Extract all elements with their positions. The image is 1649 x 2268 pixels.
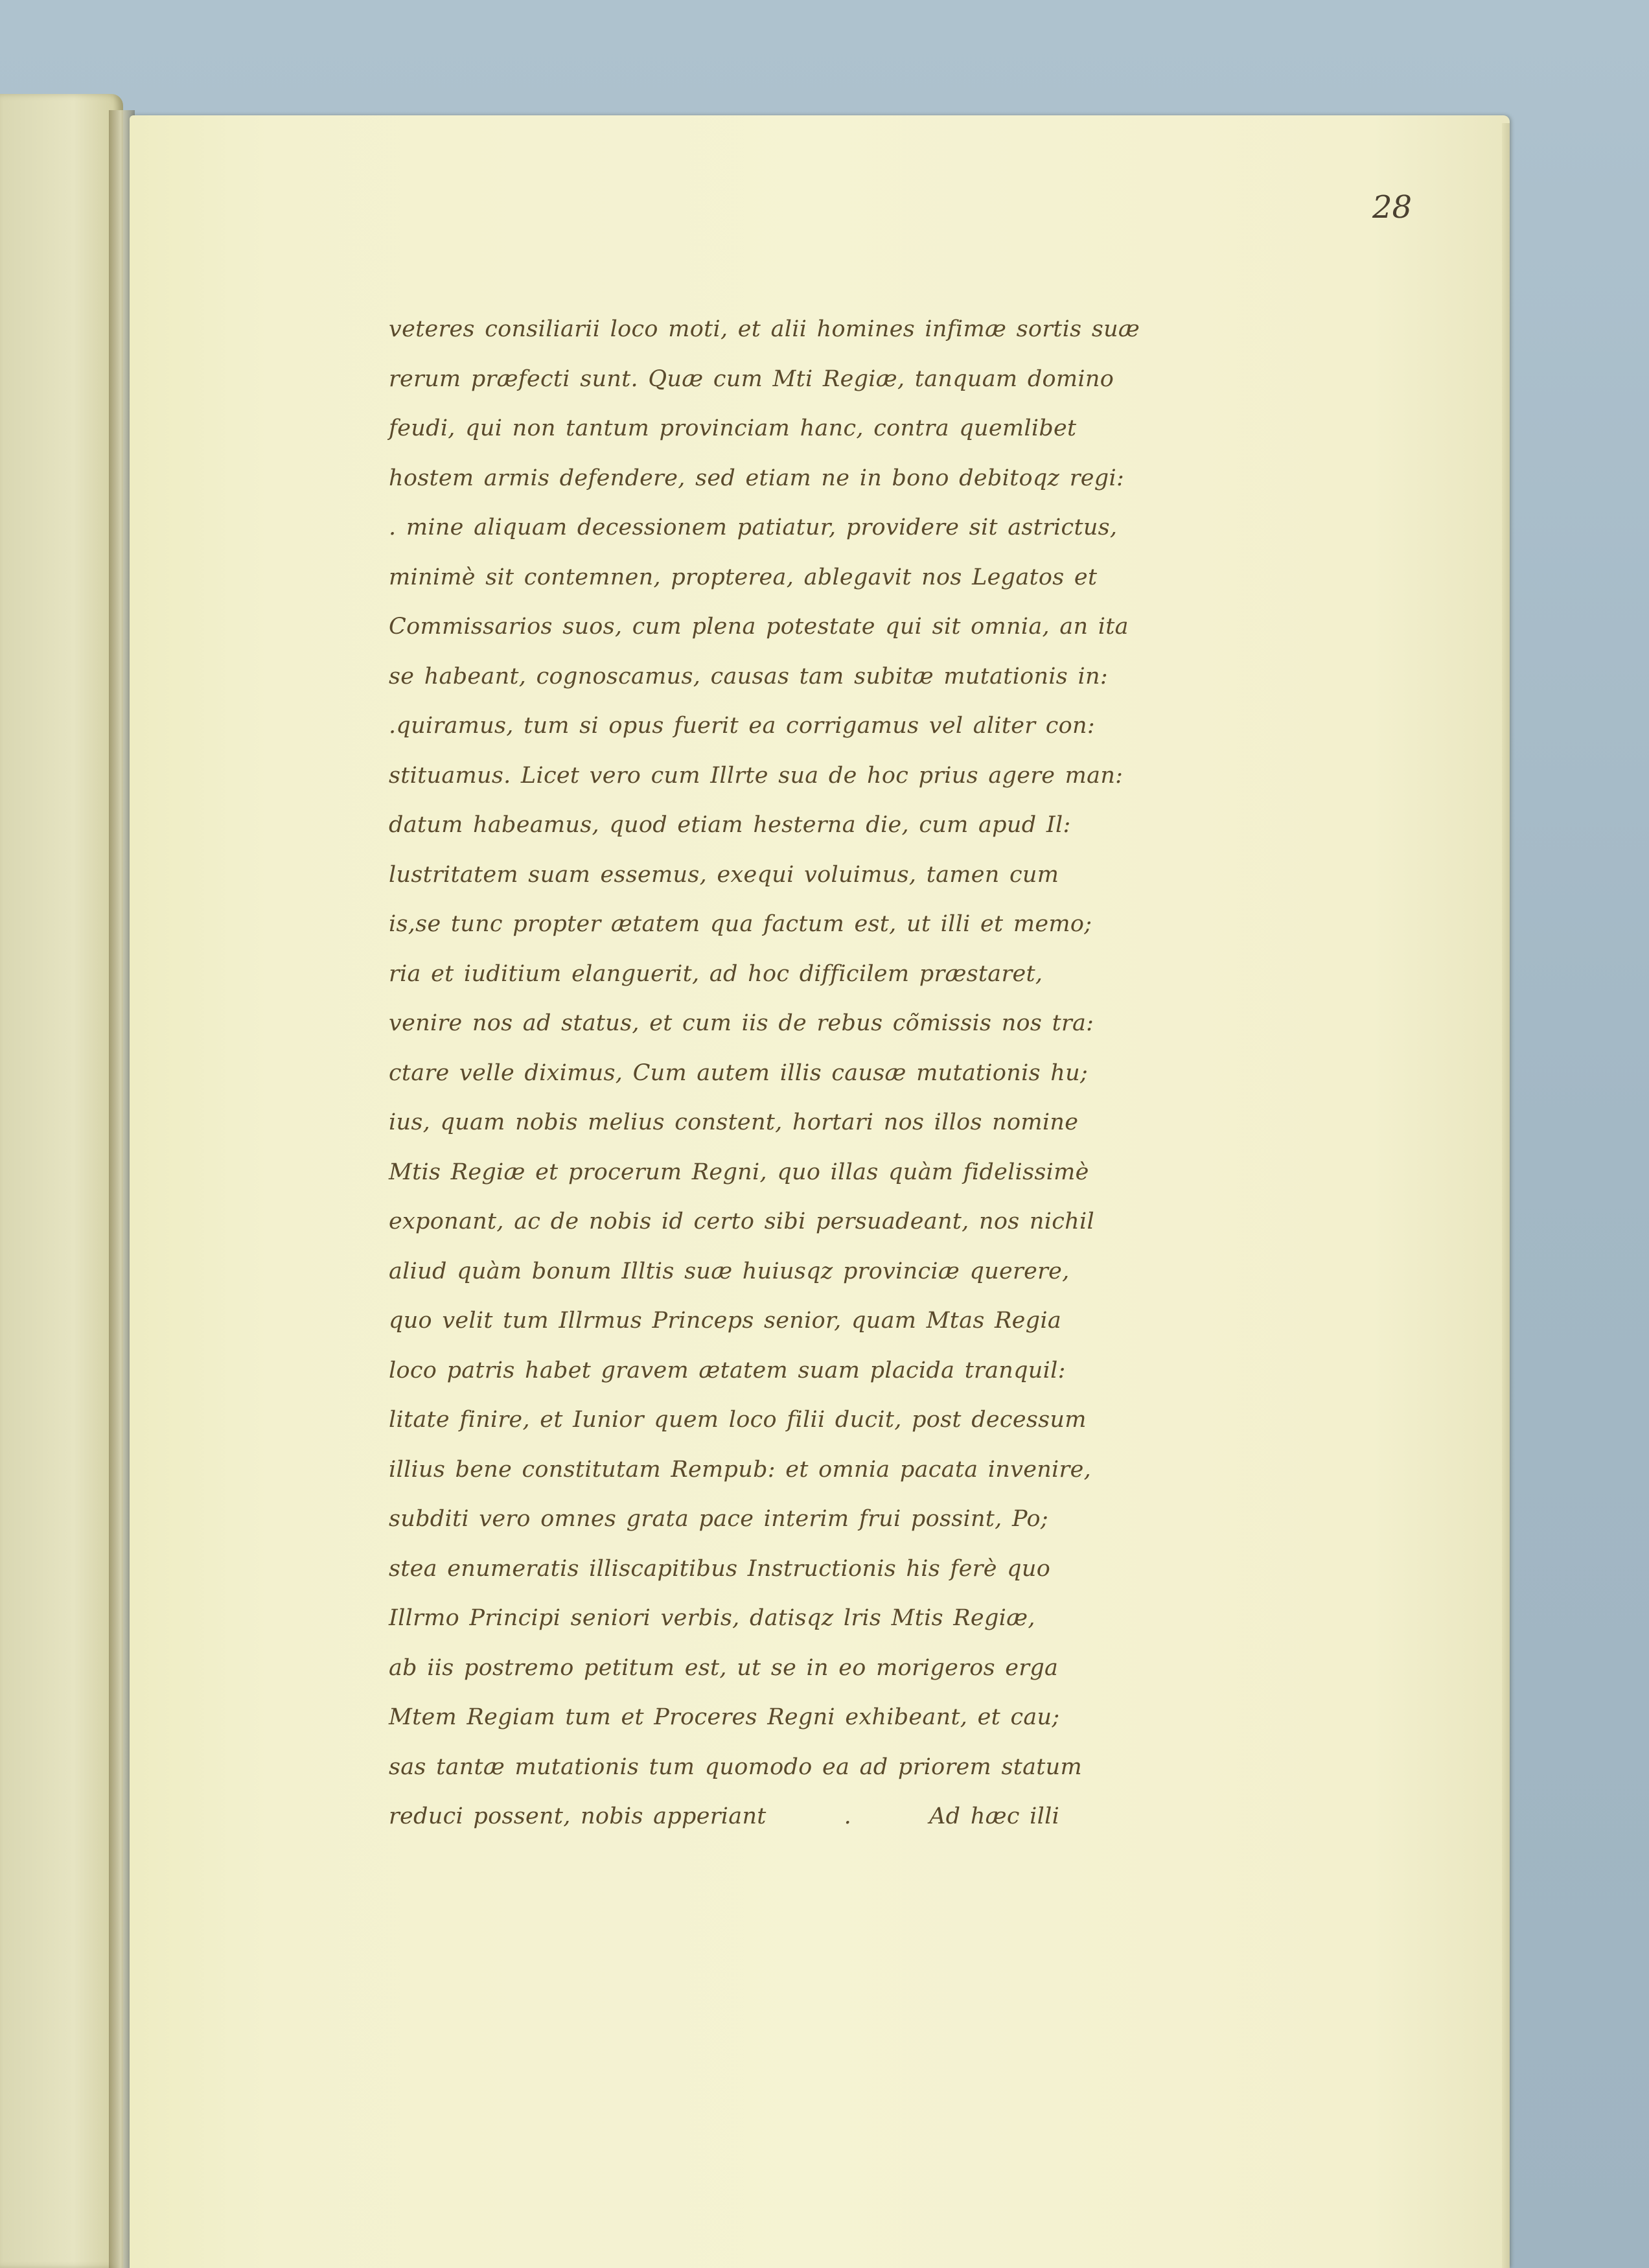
text-line: sas tantæ mutationis tum quomodo ea ad priorem statum: [389, 1753, 1082, 1780]
text-line: . mine aliquam decessionem patiatur, providere sit astrictus,: [389, 515, 1118, 540]
text-line: stea enumeratis illiscapitibus Instructionis his ferè quo: [389, 1555, 1051, 1582]
folio-number: 28: [1372, 189, 1413, 226]
text-line: venire nos ad status, et cum iis de rebus cõmissis nos tra:: [389, 1010, 1094, 1036]
text-line: illius bene constitutam Rempub: et omnia pacata invenire,: [389, 1456, 1092, 1483]
text-line: quo velit tum Illrmus Princeps senior, quam Mtas Regia: [389, 1308, 1062, 1334]
text-line: ab iis postremo petitum est, ut se in eo morigeros erga: [389, 1654, 1059, 1681]
text-line: ius, quam nobis melius constent, hortari nos illos nomine: [389, 1109, 1079, 1135]
page-right-edge: [1502, 123, 1510, 2268]
text-line: stituamus. Licet vero cum Illrte sua de hoc prius agere man:: [389, 762, 1124, 789]
text-line: rerum præfecti sunt. Quæ cum Mti Regiæ, tanquam domino: [389, 365, 1114, 392]
text-line: litate finire, et Iunior quem loco filii ducit, post decessum: [389, 1407, 1087, 1433]
text-line: exponant, ac de nobis id certo sibi persuadeant, nos nichil: [389, 1209, 1094, 1234]
text-line: feudi, qui non tantum provinciam hanc, contra quemlibet: [389, 415, 1077, 441]
final-line-text: reduci possent, nobis apperiant: [389, 1803, 767, 1829]
text-line: datum habeamus, quod etiam hesterna die, cum apud Il:: [389, 812, 1071, 838]
text-line: Mtis Regiæ et procerum Regni, quo illas quàm fidelissimè: [389, 1159, 1089, 1185]
text-line: Mtem Regiam tum et Proceres Regni exhibeant, et cau;: [389, 1704, 1060, 1730]
catchword: Ad hæc illi: [929, 1803, 1060, 1829]
text-line: .quiramus, tum si opus fuerit ea corrigamus vel aliter con:: [389, 713, 1095, 739]
text-line: veteres consiliarii loco moti, et alii homines infimæ sortis suæ: [389, 316, 1140, 342]
text-line: loco patris habet gravem ætatem suam placida tranquil:: [389, 1357, 1066, 1383]
text-line: ctare velle diximus, Cum autem illis causæ mutationis hu;: [389, 1059, 1089, 1086]
text-line: lustritatem suam essemus, exequi voluimus, tamen cum: [389, 861, 1059, 888]
text-line: ria et iuditium elanguerit, ad hoc difficilem præstaret,: [389, 960, 1043, 987]
text-line: Illrmo Principi seniori verbis, datisqz lris Mtis Regiæ,: [389, 1605, 1035, 1631]
text-line: subditi vero omnes grata pace interim frui possint, Po;: [389, 1506, 1048, 1532]
text-line: is,se tunc propter ætatem qua factum est, ut illi et memo;: [389, 911, 1092, 937]
pilcrow-mark: .: [844, 1803, 852, 1829]
text-line: hostem armis defendere, sed etiam ne in bono debitoqz regi:: [389, 465, 1125, 491]
text-line: se habeant, cognoscamus, causas tam subitæ mutationis in:: [389, 663, 1108, 689]
manuscript-text: [389, 305, 1296, 1842]
text-line: aliud quàm bonum Illtis suæ huiusqz provinciæ querere,: [389, 1258, 1070, 1284]
left-page-edge: [0, 94, 123, 2268]
text-line: minimè sit contemnen, propterea, ablegavit nos Legatos et: [389, 564, 1098, 590]
text-line: Commissarios suos, cum plena potestate qui sit omnia, an ita: [389, 614, 1129, 640]
text-line-final: [389, 1792, 1296, 1842]
